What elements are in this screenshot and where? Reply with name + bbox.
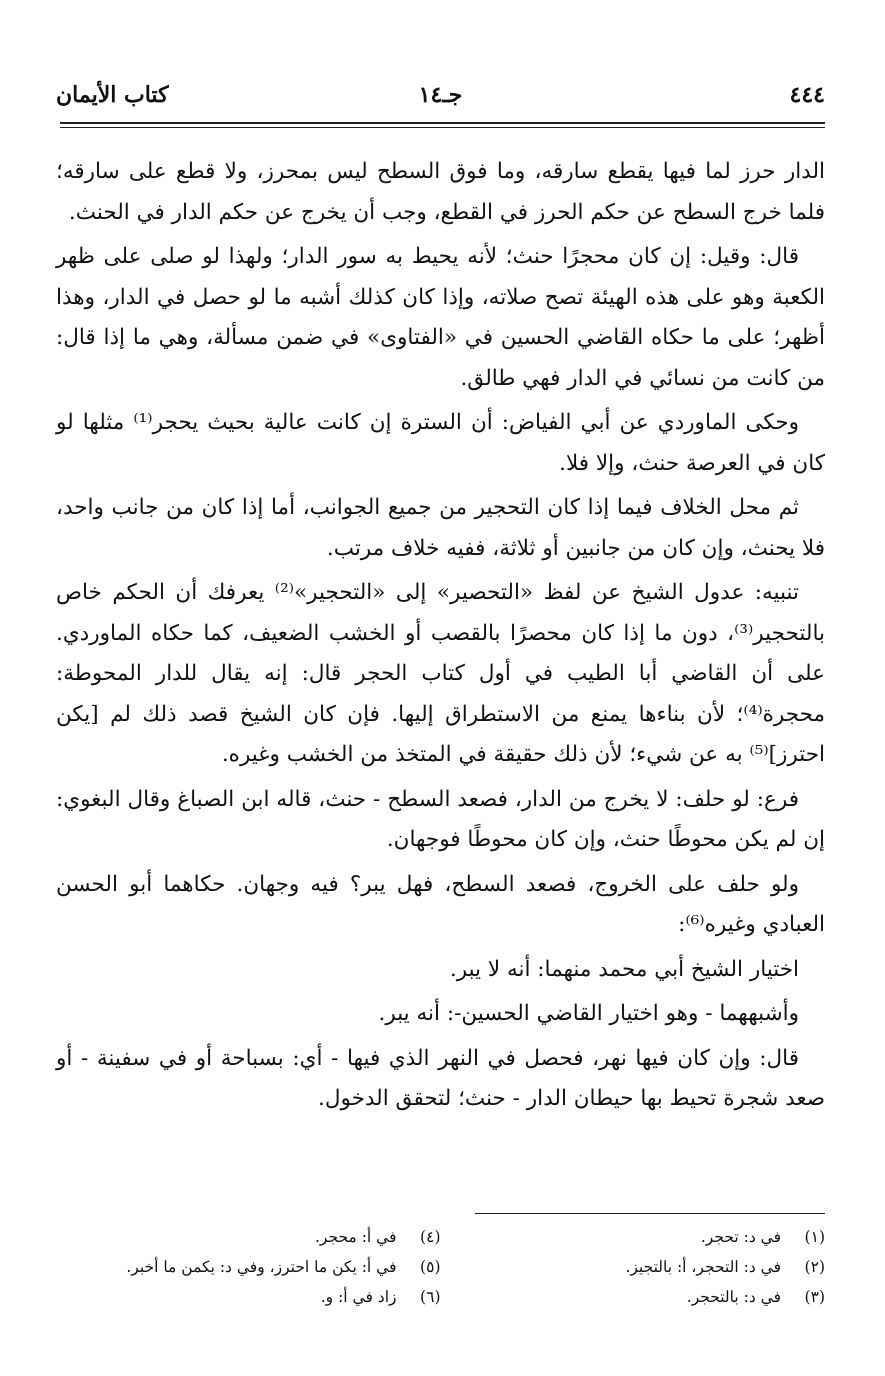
footnote bbox=[56, 1252, 441, 1282]
footnote-text: في د: بالتحجر. bbox=[686, 1288, 781, 1306]
paragraph: قال: وقيل: إن كان محجرًا حنث؛ لأنه يحيط به سور الدار؛ ولهذا لو صلى على ظهر الكعبة وهو على هذه الهيئة تصح صلاته، وإذا كان كذلك أشبه ما لو حصل في الدار، وهذا أظهر؛ على ما حكاه القاضي الحسين في «الفتاوى» في ضمن مسألة، وهي ما إذا قال: من كانت من نسائي في الدار فهي طالق. bbox=[56, 244, 825, 391]
footnote bbox=[441, 1222, 826, 1252]
footnote bbox=[441, 1252, 826, 1282]
footnote-separator bbox=[475, 1213, 825, 1214]
footnote bbox=[56, 1282, 441, 1312]
paragraph: قال: وإن كان فيها نهر، فحصل في النهر الذي فيها - أي: بسباحة أو في سفينة - أو صعد شجرة تحيط بها حيطان الدار - حنث؛ لتحقق الدخول. bbox=[56, 1045, 825, 1111]
paragraph: ولو حلف على الخروج، فصعد السطح، فهل يبر؟ فيه وجهان. حكاهما أبو الحسن العبادي وغيره⁽⁶⁾: bbox=[56, 871, 825, 937]
footnote-number: (٢) bbox=[804, 1258, 825, 1276]
footnote-text: زاد في أ: و. bbox=[320, 1288, 397, 1306]
footnote-number: (١) bbox=[804, 1228, 825, 1246]
paragraph: الدار حرز لما فيها يقطع سارقه، وما فوق السطح ليس بمحرز، ولا قطع على سارقه؛ فلما خرج السطح عن حكم الحرز في القطع، وجب أن يخرج عن حكم الدار في الحنث. bbox=[56, 159, 825, 225]
footnotes bbox=[56, 1222, 825, 1322]
footnote-number: (٣) bbox=[804, 1288, 825, 1306]
header-rule-thin bbox=[60, 127, 825, 128]
footnote-number: (٥) bbox=[420, 1258, 441, 1276]
page-number: ٤٤٤ bbox=[789, 82, 825, 108]
paragraph: وحكى الماوردي عن أبي الفياض: أن السترة إن كانت عالية بحيث يحجر⁽¹⁾ مثلها لو كان في العرصة حنث، وإلا فلا. bbox=[56, 410, 825, 476]
footnote-column-right bbox=[441, 1222, 826, 1312]
main-text bbox=[56, 152, 825, 1124]
volume-number: جـ١٤ bbox=[418, 82, 463, 108]
paragraph: تنبيه: عدول الشيخ عن لفظ «التحصير» إلى «التحجير»⁽²⁾ يعرفك أن الحكم خاص بالتحجير⁽³⁾، دون ما إذا كان محصرًا بالقصب أو الخشب الضعيف، كما حكاه الماوردي. على أن القاضي أبا الطيب في أول كتاب الحجر قال: إنه يقال للدار المحوطة: محجرة⁽⁴⁾؛ لأن بناءها يمنع من الاستطراق إليها. فإن كان الشيخ قصد ذلك لم [يكن احترز]⁽⁵⁾ به عن شيء؛ لأن ذلك حقيقة في المتخذ من الخشب وغيره. bbox=[56, 580, 825, 767]
paragraph: وأشبههما - وهو اختيار القاضي الحسين-: أنه يبر. bbox=[378, 1001, 799, 1026]
page-header bbox=[56, 82, 825, 122]
paragraph: اختيار الشيخ أبي محمد منهما: أنه لا يبر. bbox=[449, 956, 799, 982]
footnote-number: (٦) bbox=[420, 1288, 441, 1306]
paragraph: ثم محل الخلاف فيما إذا كان التحجير من جميع الجوانب، أما إذا كان من جانب واحد، فلا يحنث، وإن كان من جانبين أو ثلاثة، ففيه خلاف مرتب. bbox=[56, 495, 825, 561]
footnote-text: في أ: محجر. bbox=[314, 1228, 397, 1246]
header-rule-thick bbox=[60, 122, 825, 124]
footnote-text: في أ: يكن ما احترز، وفي د: يكمن ما أخبر. bbox=[126, 1258, 397, 1276]
footnote-text: في د: تحجر. bbox=[700, 1228, 781, 1246]
footnote-number: (٤) bbox=[420, 1228, 441, 1246]
paragraph: فرع: لو حلف: لا يخرج من الدار، فصعد السطح - حنث، قاله ابن الصباغ وقال البغوي: إن لم يكن محوطًا حنث، وإن كان محوطًا فوجهان. bbox=[56, 786, 825, 852]
footnote-text: في د: التحجر، أ: بالتجيز. bbox=[625, 1258, 781, 1276]
book-title: كتاب الأيمان bbox=[56, 82, 169, 108]
footnote bbox=[441, 1282, 826, 1312]
footnote-column-left bbox=[56, 1222, 441, 1312]
footnote bbox=[56, 1222, 441, 1252]
